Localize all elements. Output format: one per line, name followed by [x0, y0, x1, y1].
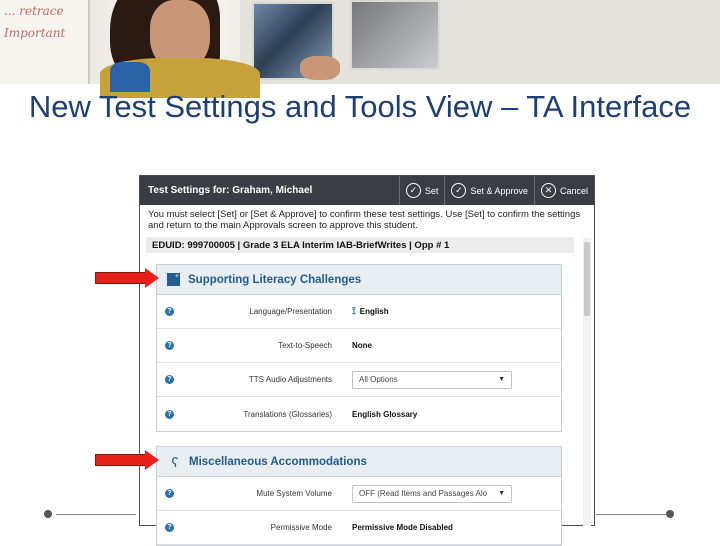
slide-title: New Test Settings and Tools View – TA Interface	[28, 89, 692, 124]
arrow-head	[145, 268, 159, 288]
teacher-hand	[300, 56, 340, 80]
help-icon[interactable]: ?	[165, 307, 174, 316]
setting-row-translations	[157, 397, 561, 431]
setting-label: Mute System Volume	[256, 489, 332, 498]
decor-line	[56, 514, 136, 515]
test-settings-window	[139, 175, 595, 532]
red-arrow-icon	[95, 270, 159, 286]
hearing-ear-icon: ʕ	[171, 453, 179, 470]
panel-header[interactable]	[157, 447, 561, 477]
help-icon[interactable]: ?	[165, 489, 174, 498]
panel-title: Supporting Literacy Challenges	[188, 273, 362, 286]
setting-value	[352, 485, 512, 503]
set-button[interactable]	[399, 176, 445, 205]
setting-label: Permissive Mode	[270, 523, 332, 532]
setting-label: Text-to-Speech	[278, 341, 332, 350]
whiteboard-text: Important	[4, 26, 66, 40]
decor-dot	[44, 510, 52, 518]
arrow-shaft	[95, 454, 145, 466]
decor-dot	[666, 510, 674, 518]
help-icon[interactable]: ?	[165, 523, 174, 532]
instructions-text: You must select [Set] or [Set & Approve] to confirm these test settings. Use [Set] to confirm the settings and return to the main Approvals screen to approve this student.	[148, 209, 581, 231]
setting-value: English Glossary	[352, 409, 418, 419]
header-photo	[0, 0, 720, 84]
setting-label: TTS Audio Adjustments	[248, 375, 332, 384]
tts-audio-dropdown[interactable]	[352, 371, 512, 389]
setting-row-language	[157, 295, 561, 329]
student-info-bar: EDUID: 999700005 | Grade 3 ELA Interim IAB-BriefWrites | Opp # 1	[146, 237, 574, 253]
set-button-label: Set	[424, 185, 439, 196]
arrow-shaft	[95, 272, 145, 284]
misc-accommodations-panel	[156, 446, 562, 546]
checkmark-icon: ✓	[451, 183, 466, 198]
setting-value: None	[352, 341, 372, 350]
setting-row-tts-audio	[157, 363, 561, 397]
whiteboard	[0, 0, 90, 84]
setting-label: Translations (Glossaries)	[243, 409, 332, 419]
dropdown-value: OFF (Read Items and Passages Alo	[359, 489, 488, 498]
help-icon[interactable]: ?	[165, 410, 174, 419]
wall-poster	[350, 0, 440, 70]
checkmark-icon: ✓	[406, 183, 421, 198]
dropdown-value: All Options	[359, 375, 398, 384]
arrow-head	[145, 450, 159, 470]
cancel-button[interactable]	[534, 176, 594, 205]
help-icon[interactable]: ?	[165, 375, 174, 384]
literacy-book-icon: +	[167, 273, 180, 286]
chevron-down-icon: ▼	[498, 490, 505, 497]
whiteboard-text: ... retrace	[4, 4, 64, 18]
cancel-button-label: Cancel	[559, 185, 588, 196]
help-icon[interactable]: ?	[165, 341, 174, 350]
red-arrow-icon	[95, 452, 159, 468]
setting-value-text: English	[359, 307, 389, 316]
chevron-down-icon: ▼	[498, 376, 505, 383]
setting-row-permissive	[157, 511, 561, 545]
scrollbar-thumb[interactable]	[584, 242, 590, 316]
setting-value: Permissive Mode Disabled	[352, 523, 453, 532]
set-approve-button-label: Set & Approve	[470, 185, 528, 196]
decor-line	[596, 514, 666, 515]
supporting-literacy-panel	[156, 264, 562, 432]
mute-volume-dropdown[interactable]	[352, 485, 512, 503]
window-header	[140, 176, 594, 205]
setting-row-tts	[157, 329, 561, 363]
panel-header[interactable]	[157, 265, 561, 295]
setting-value	[352, 371, 512, 389]
language-icon: ⟟	[352, 306, 356, 317]
close-icon: ✕	[541, 183, 556, 198]
setting-value	[352, 306, 389, 317]
set-approve-button[interactable]	[444, 176, 534, 205]
setting-row-mute	[157, 477, 561, 511]
panel-title: Miscellaneous Accommodations	[189, 455, 367, 468]
setting-label: Language/Presentation	[249, 307, 332, 316]
window-title: Test Settings for: Graham, Michael	[148, 185, 313, 196]
